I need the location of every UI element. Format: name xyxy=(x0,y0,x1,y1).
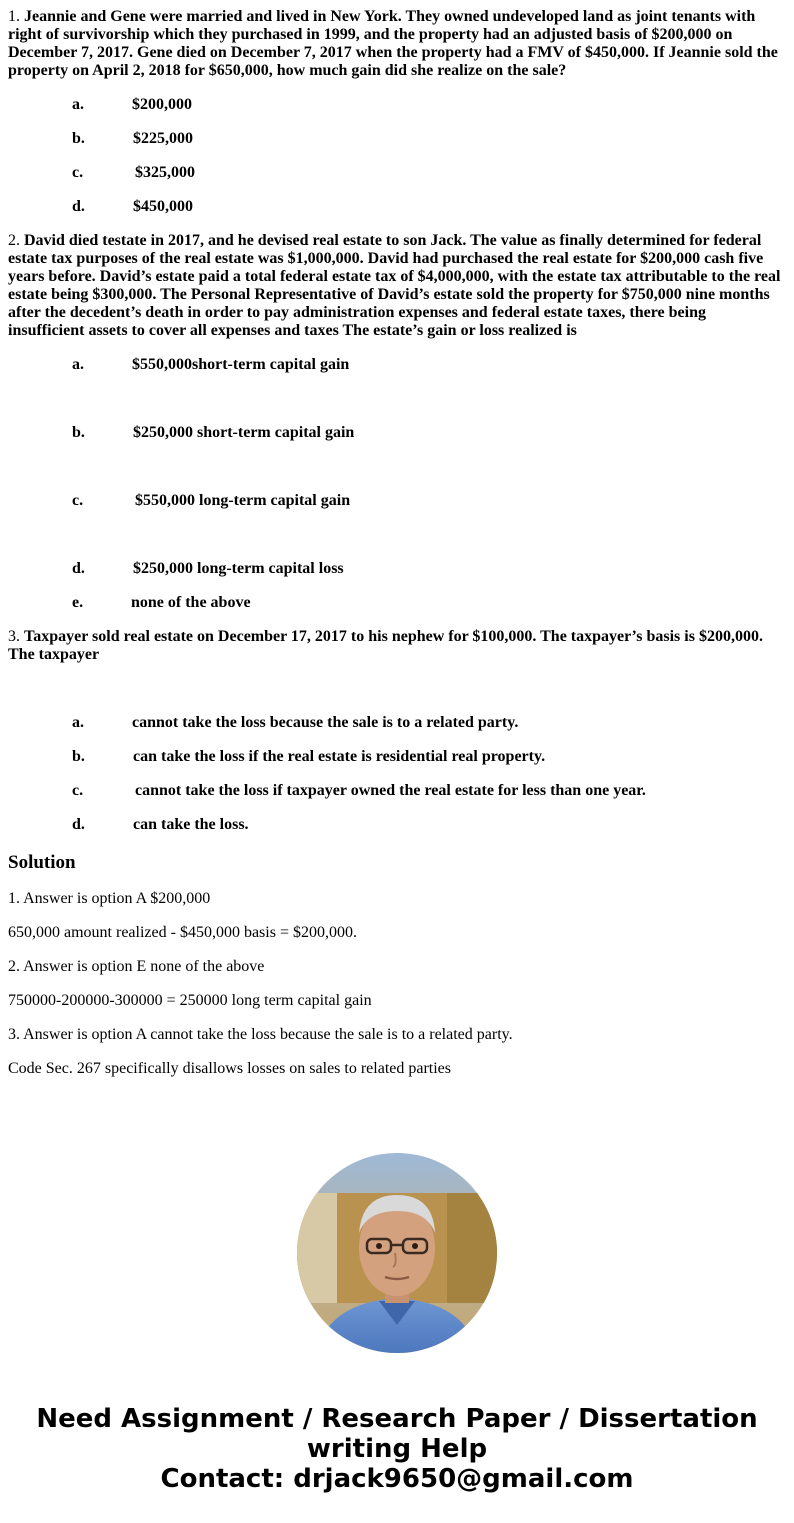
footer-line-3: Contact: drjack9650@gmail.com xyxy=(160,1464,634,1494)
solution-line-1: 1. Answer is option A $200,000 xyxy=(8,890,211,907)
question-2-text: 2. David died testate in 2017, and he devised real estate to son Jack. The value as finally determined for federal estate tax purposes of the real estate was $1,000,000. David had purchased the real estate for $200,000 cash five years before. David’s estate paid a total federal estate tax of $4,000,000, with the estate tax attributable to the real estate being $300,000. The Personal Representative of David’s estate sold the property for $750,000 nine months after the decedent’s death in order to pay administration expenses and federal estate taxes, there being insufficient assets to cover all expenses and taxes The estate’s gain or loss realized is xyxy=(8,232,781,339)
question-3-option-d: d. can take the loss. xyxy=(72,816,249,833)
question-1-option-d: d. $450,000 xyxy=(72,198,193,215)
question-3-option-a: a. cannot take the loss because the sale is to a related party. xyxy=(72,714,519,731)
solution-line-3: 2. Answer is option E none of the above xyxy=(8,958,265,975)
footer-line-2: writing Help xyxy=(306,1434,488,1464)
question-1-text: 1. Jeannie and Gene were married and lived in New York. They owned undeveloped land as joint tenants with right of survivorship which they purchased in 1999, and the property had an adjusted basis of $200,000 on December 7, 2017. Gene died on December 7, 2017 when the property had a FMV of $450,000. If Jeannie sold the property on April 2, 2018 for $650,000, how much gain did she realize on the sale? xyxy=(8,8,778,79)
question-3-text: 3. Taxpayer sold real estate on December 17, 2017 to his nephew for $100,000. The taxpayer’s basis is $200,000. The taxpayer xyxy=(8,628,763,663)
question-2-option-e: e. none of the above xyxy=(72,594,251,611)
question-1-option-c: c. $325,000 xyxy=(72,164,195,181)
author-portrait-image xyxy=(297,1153,497,1353)
footer-line-1: Need Assignment / Research Paper / Dissertation xyxy=(36,1404,758,1434)
footer-contact-banner xyxy=(0,1404,794,1494)
question-2-option-a: a. $550,000short-term capital gain xyxy=(72,356,350,373)
question-2-option-c: c. $550,000 long-term capital gain xyxy=(72,492,351,509)
question-1-option-b: b. $225,000 xyxy=(72,130,193,147)
question-1-option-a: a. $200,000 xyxy=(72,96,192,113)
document-body xyxy=(8,8,786,1078)
question-2-option-d: d. $250,000 long-term capital loss xyxy=(72,560,344,577)
solution-line-4: 750000-200000-300000 = 250000 long term capital gain xyxy=(8,992,372,1009)
solution-heading: Solution xyxy=(8,852,76,873)
question-2-option-b: b. $250,000 short-term capital gain xyxy=(72,424,355,441)
solution-line-5: 3. Answer is option A cannot take the loss because the sale is to a related party. xyxy=(8,1026,513,1043)
solution-line-6: Code Sec. 267 specifically disallows losses on sales to related parties xyxy=(8,1060,452,1077)
solution-line-2: 650,000 amount realized - $450,000 basis = $200,000. xyxy=(8,924,357,941)
question-3-option-b: b. can take the loss if the real estate is residential real property. xyxy=(72,748,546,765)
question-3-option-c: c. cannot take the loss if taxpayer owned the real estate for less than one year. xyxy=(72,782,646,799)
author-avatar xyxy=(297,1153,497,1353)
